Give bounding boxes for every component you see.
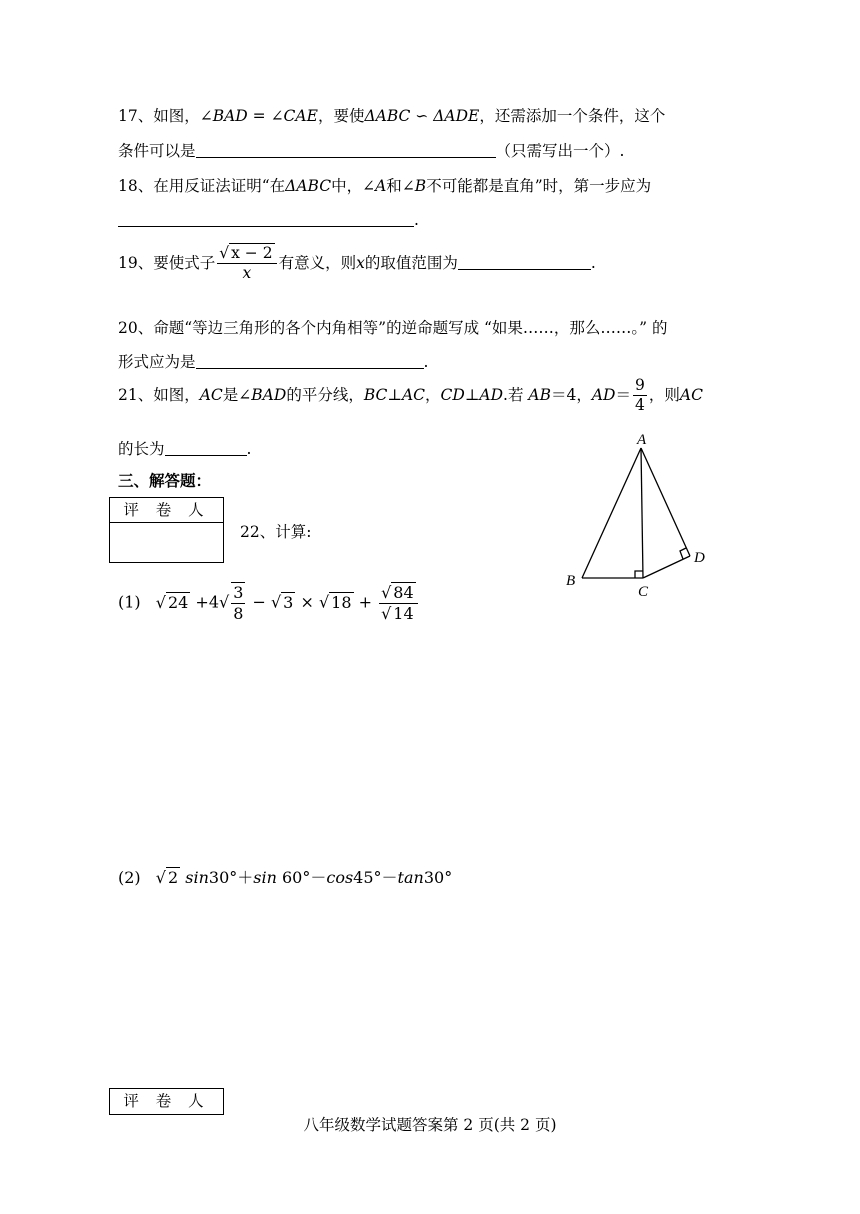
q22-2-v60: 60°－: [276, 868, 327, 887]
label-c: C: [638, 584, 649, 600]
q17-math-similar: ΔABC ∽ ΔADE: [364, 107, 480, 125]
q17-line2-post: （只需写出一个）.: [495, 142, 625, 160]
q21-line2: [118, 440, 251, 459]
q18-text-in: 中，: [331, 177, 363, 195]
q21-t5: ⊥: [464, 385, 480, 404]
q21-t1: 是∠: [222, 385, 252, 404]
q21-frac-num: 9: [633, 376, 647, 396]
q21-ac3: AC: [679, 385, 703, 404]
q18-line2: [118, 211, 419, 230]
q22-1-sqrt24: 24: [167, 592, 189, 612]
q18-text: 18、在用反证法证明“在: [118, 177, 286, 195]
q17-text-post: ，还需添加一个条件，这个: [479, 107, 666, 125]
q22-1-frac38: [231, 582, 245, 624]
q18-answer-blank[interactable]: [118, 225, 414, 227]
q22-title: 22、计算:: [240, 523, 312, 541]
q21-t6: .若: [503, 385, 529, 404]
q18-end: .: [414, 211, 419, 229]
q22-2-sin2: sin: [253, 868, 277, 887]
q18-angle-a: ∠A: [362, 177, 387, 195]
grader-box-bottom: [109, 1088, 224, 1115]
q21-t9: ，则: [648, 385, 680, 404]
q22-2-cos: cos: [326, 868, 354, 887]
q22-1-sqrt3: 3: [283, 592, 294, 612]
q21-ac2: AC: [401, 385, 426, 404]
q19-fraction: [217, 244, 276, 284]
q21-t4: ，: [425, 385, 441, 404]
q22-2-v30: 30°＋: [208, 868, 254, 887]
q20-end: .: [423, 353, 429, 371]
q22-1-sqrt18: 18: [331, 592, 352, 612]
segment-ab: [582, 448, 641, 578]
q21-fraction: [633, 376, 647, 416]
q22-2-sqrt2: 2: [167, 868, 179, 887]
q18-triangle: ΔABC: [285, 177, 332, 195]
q22-2-number: (2): [118, 868, 141, 887]
q22-1-number: (1): [118, 592, 141, 612]
q17-math-angles: ∠BAD = ∠CAE: [199, 107, 318, 125]
q20-answer-blank[interactable]: [196, 367, 424, 369]
q21-text: 21、如图，: [118, 385, 200, 404]
page-footer: 八年级数学试题答案第 2 页(共 2 页): [303, 1116, 557, 1134]
q19-numerator: √ x − 2: [217, 244, 276, 264]
q20-line1: 20、命题“等边三角形的各个内角相等”的逆命题写成 “如果……，那么……。” 的: [118, 319, 668, 337]
q22-1-sqrt14: 14: [393, 603, 414, 623]
q21-ac: AC: [199, 385, 223, 404]
q22-2-sin: sin: [185, 868, 209, 887]
q21-t3: ⊥: [387, 385, 402, 404]
segment-cd: [643, 556, 690, 578]
q22-1-plus: +: [353, 592, 378, 612]
q21-t8: ＝: [615, 385, 631, 404]
q19-text-post: 的取值范围为: [364, 253, 458, 272]
q21-ad2: AD: [591, 385, 616, 404]
segment-ac: [641, 448, 643, 578]
q21-line2-text: 的长为: [118, 440, 165, 458]
q19-text-mid: 有意义，则: [278, 253, 357, 272]
q17-line2: [118, 142, 624, 161]
q21-cd: CD: [440, 385, 465, 404]
q22-1-f8: 8: [233, 604, 244, 623]
q21-t7: ＝4，: [550, 385, 592, 404]
label-d: D: [694, 550, 705, 566]
right-angle-c: [635, 571, 643, 578]
q22-1-times: ×: [295, 592, 319, 612]
q21-answer-blank[interactable]: [165, 454, 247, 456]
q22-2-tan: tan: [397, 868, 424, 887]
q21-bad: BAD: [251, 385, 287, 404]
q21-ad: AD: [479, 385, 504, 404]
q19-var: x: [356, 253, 365, 272]
q21-line1: [118, 376, 703, 416]
q18-line1: [118, 177, 651, 196]
grader-box: [109, 497, 224, 563]
q18-text-rest: 不可能都是直角”时，第一步应为: [426, 177, 652, 195]
q22-2-v30b: 30°: [423, 868, 453, 887]
q22-part1: (1) √ 24 +4√ $\frac{3}{8}$ − √ 3 × √ 18 + $\frac{√ 84}{√ 14}$: [118, 582, 420, 624]
label-b: B: [566, 573, 576, 589]
triangle-figure: [560, 428, 720, 606]
q22-1-f3: 3: [233, 583, 244, 602]
q21-ab: AB: [528, 385, 551, 404]
right-angle-d: [680, 548, 686, 559]
grader-label-bottom: 评 卷 人: [123, 1092, 210, 1110]
q21-bc: BC: [363, 385, 388, 404]
label-a: A: [637, 432, 647, 448]
q17-text-mid: ，要使: [317, 107, 365, 125]
q19-denominator: x: [242, 264, 252, 283]
q17-answer-blank[interactable]: [196, 156, 496, 158]
segment-ad: [641, 448, 690, 556]
q19-answer-blank[interactable]: [458, 268, 591, 270]
q19-text: 19、要使式子: [118, 253, 216, 272]
q17-line2-text: 条件可以是: [118, 142, 196, 160]
q18-angle-b: ∠B: [401, 177, 427, 195]
q21-end: .: [246, 440, 252, 458]
q22-1-plus4: +4: [190, 592, 219, 612]
q22-1-minus: −: [247, 592, 271, 612]
q19-end: .: [590, 253, 596, 272]
q19-radicand: x − 2: [231, 244, 273, 262]
section-3-heading: 三、解答题：: [118, 471, 212, 490]
q19-line: [118, 244, 596, 284]
q22-1-frac-84-14: $\frac{√ 84}{√ 14}$: [379, 583, 418, 624]
q20-line2: [118, 353, 428, 372]
q18-text-and: 和: [386, 177, 402, 195]
q17-line1: [118, 107, 665, 126]
q22-part2: (2) √ 2 sin30°＋sin 60°－cos45°－tan30°: [118, 868, 453, 887]
q21-t2: 的平分线，: [286, 385, 364, 404]
grader-label: 评 卷 人: [110, 498, 223, 523]
q20-text: 形式应为是: [118, 353, 196, 371]
q22-1-sqrt84: 84: [393, 582, 414, 602]
q21-frac-den: 4: [635, 396, 645, 415]
q22-2-v45: 45°－: [353, 868, 398, 887]
q17-text: 17、如图，: [118, 107, 200, 125]
